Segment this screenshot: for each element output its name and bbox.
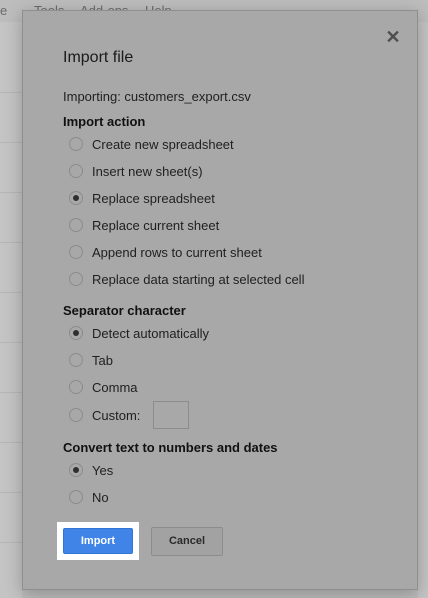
radio-button-selected[interactable] (69, 463, 83, 477)
radio-button-selected[interactable] (69, 326, 83, 340)
radio-label: Replace current sheet (92, 217, 220, 233)
background-sheet-rows (0, 22, 22, 598)
cancel-button[interactable]: Cancel (151, 527, 223, 556)
radio-replace-spreadsheet[interactable] (69, 189, 215, 207)
radio-button[interactable] (69, 353, 83, 367)
radio-button[interactable] (69, 272, 83, 286)
import-button-highlight (57, 522, 139, 560)
separator-heading: Separator character (63, 303, 186, 318)
radio-label: Create new spreadsheet (92, 136, 234, 152)
import-file-dialog (22, 10, 418, 590)
radio-label: Replace spreadsheet (92, 190, 215, 206)
radio-button-selected[interactable] (69, 191, 83, 205)
radio-button[interactable] (69, 218, 83, 232)
radio-label: Replace data starting at selected cell (92, 271, 305, 287)
import-action-heading: Import action (63, 114, 146, 129)
import-button[interactable]: Import (63, 528, 133, 554)
radio-replace-current-sheet[interactable] (69, 216, 219, 234)
radio-comma[interactable] (69, 378, 138, 396)
radio-replace-data-at-cell[interactable] (69, 270, 304, 288)
custom-separator-input[interactable] (153, 401, 189, 429)
radio-label: Append rows to current sheet (92, 244, 262, 260)
radio-button[interactable] (69, 164, 83, 178)
radio-custom[interactable] (69, 406, 140, 424)
radio-button[interactable] (69, 408, 83, 422)
radio-button[interactable] (69, 137, 83, 151)
close-icon[interactable]: ✕ (385, 27, 401, 47)
radio-create-new-spreadsheet[interactable] (69, 135, 234, 153)
radio-insert-new-sheets[interactable] (69, 162, 203, 180)
radio-button[interactable] (69, 380, 83, 394)
radio-label: Comma (92, 379, 138, 395)
background-sheet-edge (418, 22, 428, 598)
radio-button[interactable] (69, 490, 83, 504)
radio-label: Detect automatically (92, 325, 210, 341)
importing-filename: Importing: customers_export.csv (63, 89, 251, 104)
radio-label: Insert new sheet(s) (92, 163, 203, 179)
radio-label: Custom: (92, 407, 141, 423)
radio-label: Yes (92, 462, 114, 478)
dialog-title: Import file (63, 49, 134, 66)
convert-heading: Convert text to numbers and dates (63, 440, 278, 455)
radio-label: No (92, 489, 109, 505)
radio-button[interactable] (69, 245, 83, 259)
radio-detect-automatically[interactable] (69, 324, 209, 342)
radio-convert-yes[interactable] (69, 461, 113, 479)
radio-convert-no[interactable] (69, 488, 109, 506)
radio-tab[interactable] (69, 351, 113, 369)
radio-label: Tab (92, 352, 113, 368)
radio-append-rows[interactable] (69, 243, 262, 261)
menu-item-edit: e (0, 3, 8, 18)
